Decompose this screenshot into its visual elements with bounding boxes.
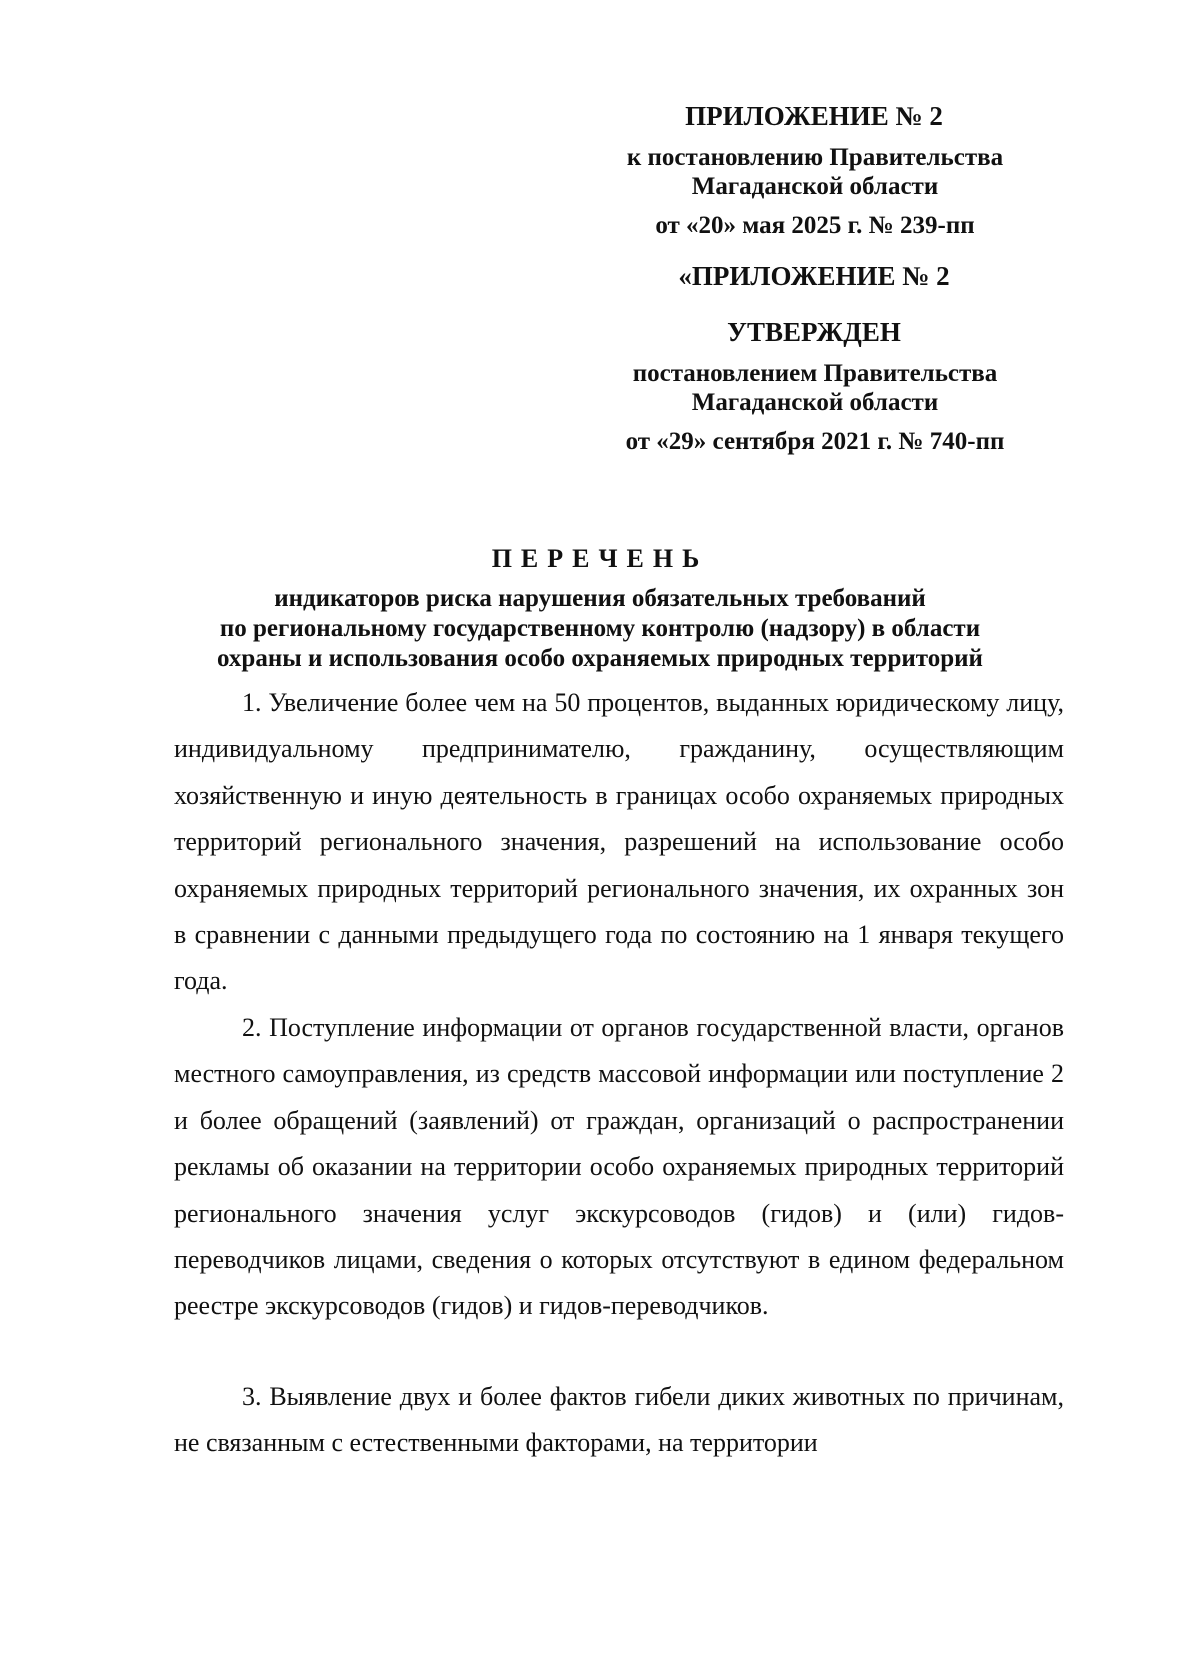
approved-label: УТВЕРЖДЕН bbox=[727, 317, 901, 347]
paragraph-3: 3. Выявление двух и более фактов гибели диких животных по причинам, не связанным с естественными факторами, на территории bbox=[174, 1382, 1064, 1458]
to-resolution-line: к постановлению Правительства bbox=[626, 144, 1004, 171]
approved-region-line: Магаданской области bbox=[691, 389, 939, 416]
region-line: Магаданской области bbox=[691, 173, 939, 200]
approved-date-number: от «29» сентября 2021 г. № 740-пп bbox=[625, 428, 1005, 455]
document-subtitle bbox=[140, 584, 1060, 674]
subtitle-line: охраны и использования особо охраняемых природных территорий bbox=[217, 645, 983, 672]
approved-by-line: постановлением Правительства bbox=[632, 360, 998, 387]
subtitle-line: индикаторов риска нарушения обязательных требований bbox=[274, 585, 926, 612]
resolution-date-number: от «20» мая 2025 г. № 239-пп bbox=[655, 212, 975, 239]
paragraph-2: 2. Поступление информации от органов государственной власти, органов местного самоуправления, из средств массовой информации или поступление 2 и более обращений (заявлений) от граждан, организаций о распространении рекламы об оказании на территории особо охраняемых природных территорий регионального значения услуг экскурсоводов (гидов) и (или) гидов-переводчиков лицами, сведения о которых отсутствуют в едином федеральном реестре экскурсоводов (гидов) и гидов-переводчиков. bbox=[174, 1013, 1064, 1321]
paragraph-1: 1. Увеличение более чем на 50 процентов, выданных юридическому лицу, индивидуальному предпринимателю, гражданину, осуществляющим хозяйственную и иную деятельность в границах особо охраняемых природных территорий регионального значения, разрешений на использование особо охраняемых природных территорий регионального значения, их охранных зон в сравнении с данными предыдущего года по состоянию на 1 января текущего года. bbox=[174, 688, 1064, 996]
quoted-appendix-label: «ПРИЛОЖЕНИЕ № 2 bbox=[678, 261, 950, 291]
document-title: ПЕРЕЧЕНЬ bbox=[491, 544, 709, 573]
appendix-label: ПРИЛОЖЕНИЕ № 2 bbox=[685, 101, 943, 131]
subtitle-line: по региональному государственному контролю (надзору) в области bbox=[219, 615, 981, 642]
